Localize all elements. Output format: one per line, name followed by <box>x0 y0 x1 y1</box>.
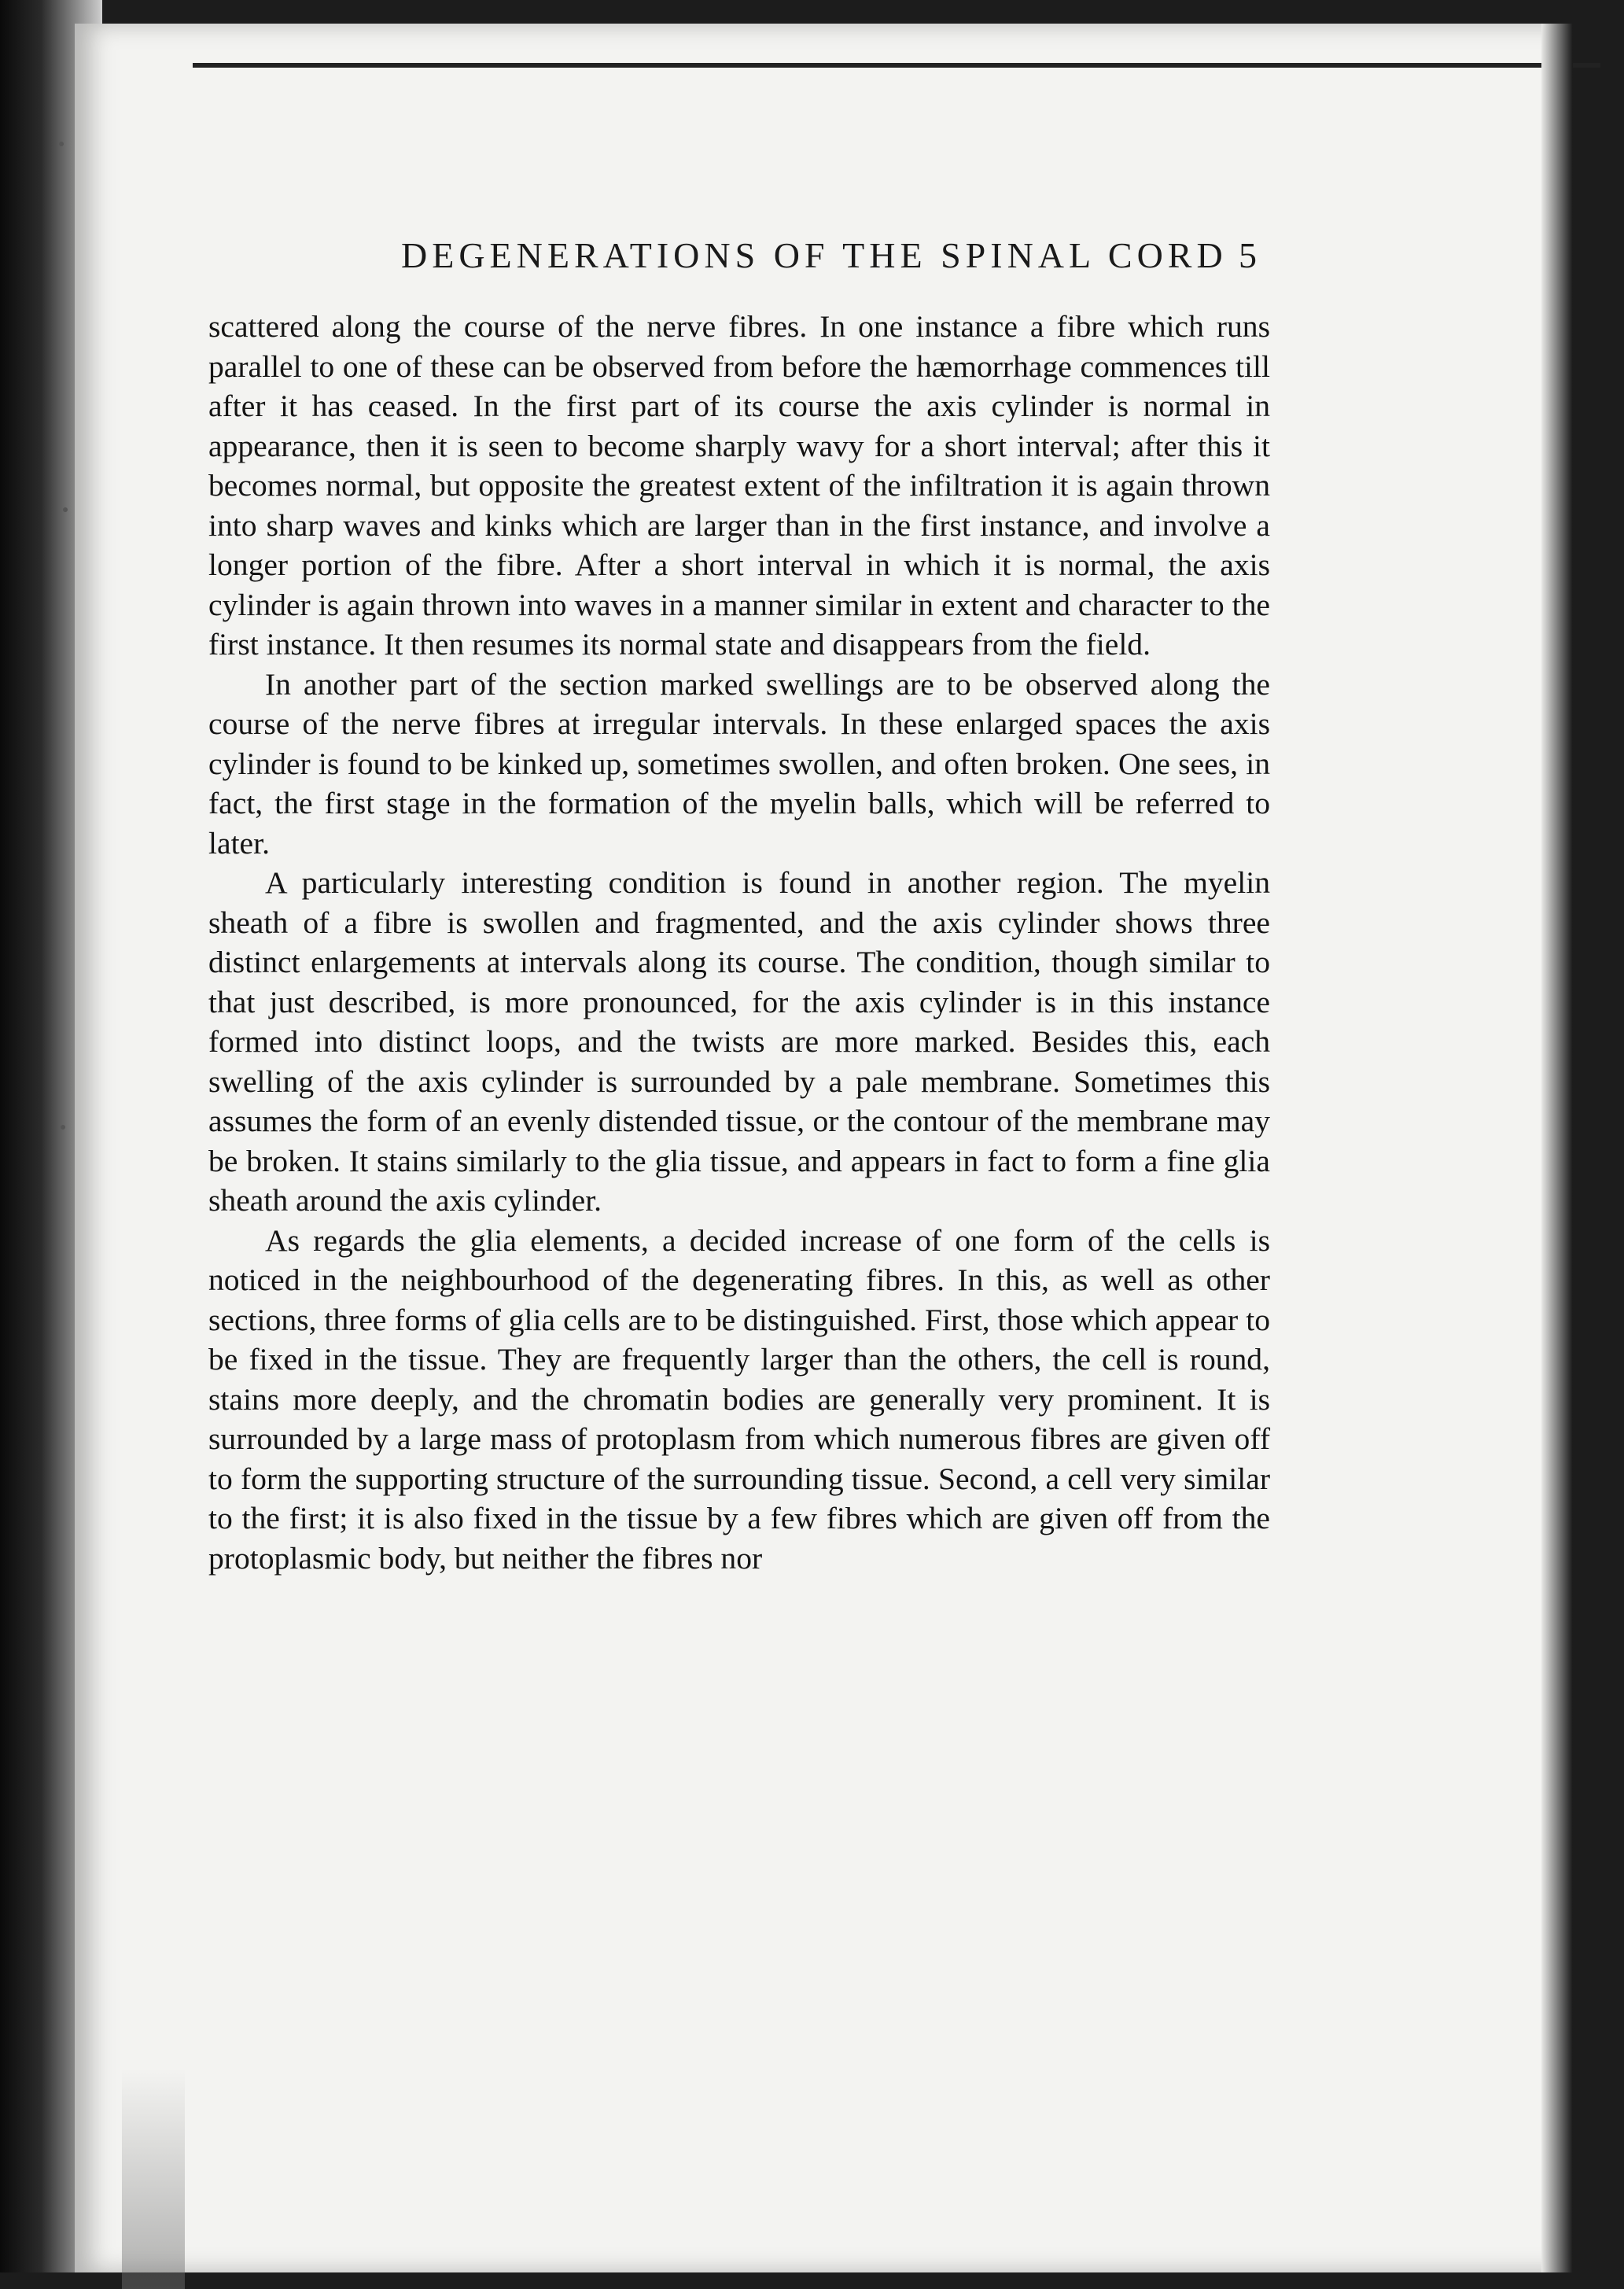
paragraph: scattered along the course of the nerve fibres. In one instance a fibre which runs parallel to one of these can be observed from before the hæmorrhage commences till after it has ceased. In the first part of its course the axis cylinder is normal in appearance, then it is seen to become sharply wavy for a short interval; after this it becomes normal, but opposite the greatest extent of the infiltration it is again thrown into sharp waves and kinks which are larger than in the first instance, and involve a longer portion of the fibre. After a short interval in which it is normal, the axis cylinder is again thrown into waves in a manner similar in extent and character to the first instance. It then resumes its normal state and disappears from the field. <box>208 309 1270 662</box>
page-right-edge <box>1541 24 1573 2272</box>
body-text <box>208 307 1270 1578</box>
scan-speck <box>61 1125 65 1130</box>
page-top-rule <box>193 63 1600 68</box>
paragraph: A particularly interesting condition is found in another region. The myelin sheath of a fibre is swollen and fragmented, and the axis cylinder shows three distinct enlargements at intervals along its course. The condition, though similar to that just described, is more pronounced, for the axis cylinder is in this instance formed into distinct loops, and the twists are more marked. Besides this, each swelling of the axis cylinder is surrounded by a pale membrane. Sometimes this assumes the form of an evenly distended tissue, or the contour of the membrane may be broken. It stains similarly to the glia tissue, and appears in fact to form a fine glia sheath around the axis cylinder. <box>208 865 1270 1218</box>
paragraph: As regards the glia elements, a decided increase of one form of the cells is noticed in the neighbourhood of the degenerating fibres. In this, as well as other sections, three forms of glia cells are to be distinguished. First, those which appear to be fixed in the tissue. They are frequently larger than the others, the cell is round, stains more deeply, and the chromatin bodies are generally very prominent. It is surrounded by a large mass of protoplasm from which numerous fibres are given off to form the supporting structure of the surrounding tissue. Second, a cell very similar to the first; it is also fixed in the tissue by a few fibres which are given off from the protoplasmic body, but neither the fibres nor <box>208 1222 1270 1576</box>
scan-speck <box>59 142 64 146</box>
running-title: DEGENERATIONS OF THE SPINAL CORD <box>401 235 1228 275</box>
scan-smudge <box>122 2069 185 2289</box>
scan-speck <box>63 507 68 512</box>
page-number: 5 <box>1239 235 1257 275</box>
paragraph: In another part of the section marked swellings are to be observed along the course of the nerve fibres at irregular intervals. In these enlarged spaces the axis cylinder is found to be kinked up, sometimes swollen, and often broken. One sees, in fact, the first stage in the formation of the myelin balls, which will be referred to later. <box>208 666 1270 861</box>
book-page <box>75 24 1573 2272</box>
running-head <box>153 234 1475 282</box>
